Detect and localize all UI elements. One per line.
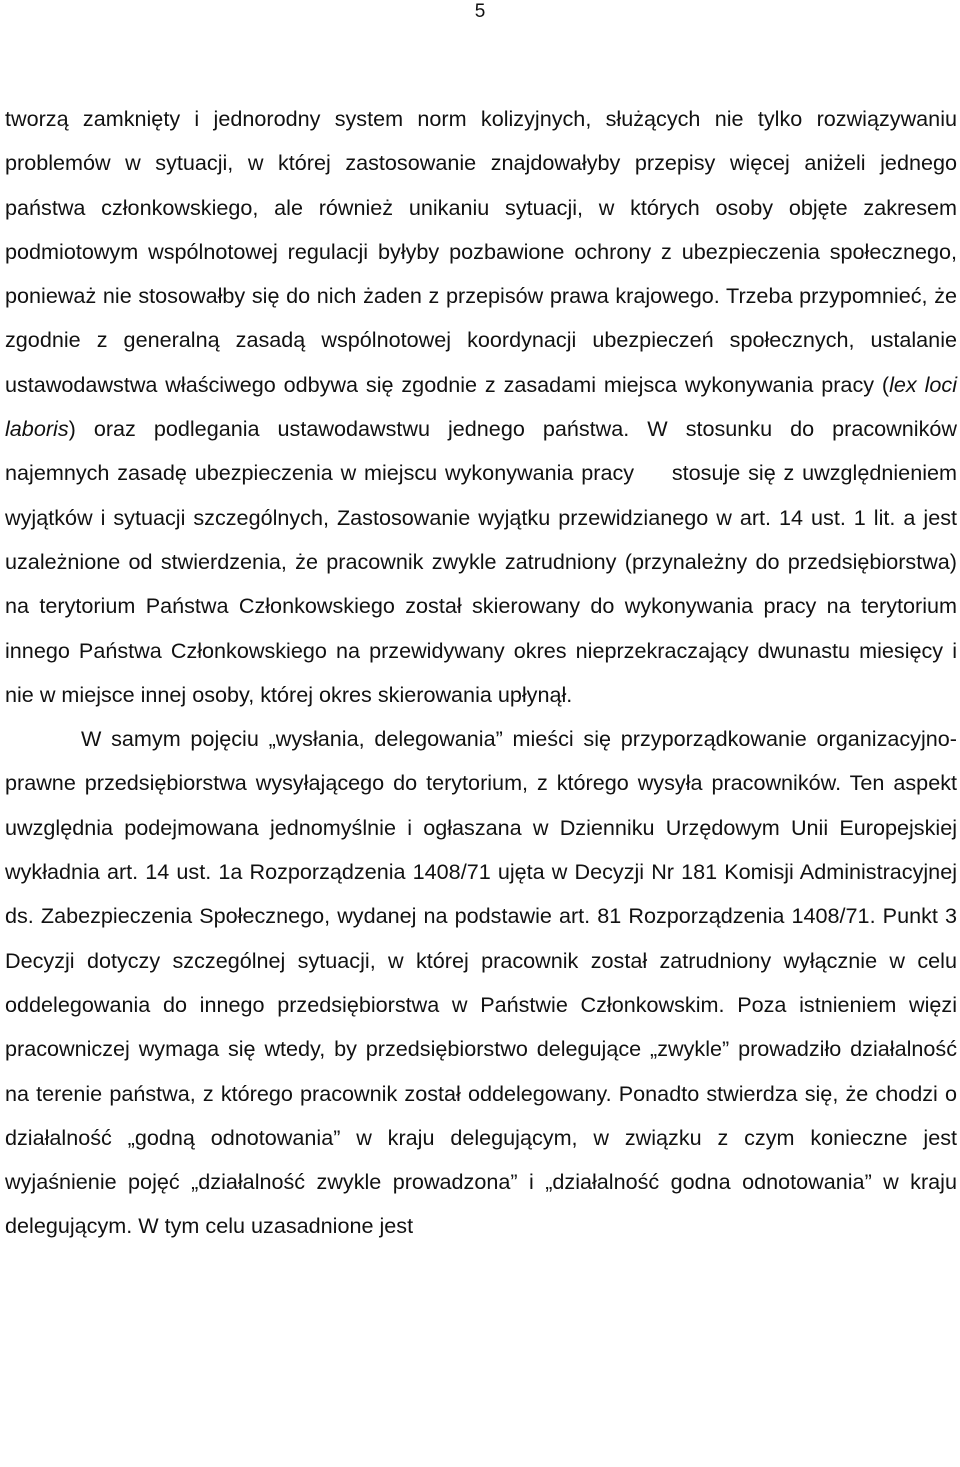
page-number: 5 — [474, 1, 486, 22]
document-body — [5, 97, 957, 1249]
paragraph-1 — [5, 97, 957, 717]
latin-term-lex: lex — [889, 371, 917, 397]
latin-term-loci: loci — [924, 371, 958, 397]
paragraph-1-space-1 — [917, 372, 925, 397]
latin-term-laboris: laboris — [5, 416, 69, 442]
paragraph-1-text-d: ) oraz podlegania ustawodawstwu jednego państwa. W stosunku do pracowników najemnych zasadę ubezpieczenia w miejscu wykonywania pracy — [5, 416, 957, 486]
paragraph-2: W samym pojęciu „wysłania, delegowania” mieści się przyporządkowanie organizacyjno-prawne przedsiębiorstwa wysyłającego do terytorium, z którego wysyła pracowników. Ten aspekt uwzględnia podejmowana jednomyślnie i ogłaszana w Dzienniku Urzędowym Unii Europejskiej wykładnia art. 14 ust. 1a Rozporządzenia 1408/71 ujęta w Decyzji Nr 181 Komisji Administracyjnej ds. Zabezpieczenia Społecznego, wydanej na podstawie art. 81 Rozporządzenia 1408/71. Punkt 3 Decyzji dotyczy szczególnej sytuacji, w której pracownik został zatrudniony wyłącznie w celu oddelegowania do innego przedsiębiorstwa w Państwie Członkowskim. Poza istnieniem więzi pracowniczej wymaga się wtedy, by przedsiębiorstwo delegujące „zwykle” prowadziło działalność na terenie państwa, z którego pracownik został oddelegowany. Ponadto stwierdza się, że chodzi o działalność „godną odnotowania” w kraju delegującym, w związku z czym konieczne jest wyjaśnienie pojęć „działalność zwykle prowadzona” i „działalność godna odnotowania” w kraju delegującym. W tym celu uzasadnione jest — [5, 726, 957, 1239]
paragraph-1-text-e: stosuje się z uwzględnieniem wyjątków i sytuacji szczególnych, Zastosowanie wyjątku przewidzianego w art. 14 ust. 1 lit. a jest uzależnione od stwierdzenia, że pracownik zwykle zatrudniony (przynależny do przedsiębiorstwa) na terytorium Państwa Członkowskiego został skierowany do wykonywania pracy na terytorium innego Państwa Członkowskiego na przewidywany okres nieprzekraczający dwunastu miesięcy i nie w miejsce innej osoby, której okres skierowania upłynął. — [5, 460, 957, 707]
paragraph-1-text-a: tworzą zamknięty i jednorodny system norm kolizyjnych, służących nie tylko rozwiązywaniu problemów w sytuacji, w której zastosowanie znajdowałyby przepisy więcej aniżeli jednego państwa członkowskiego, ale również unikaniu sytuacji, w których osoby objęte zakresem podmiotowym wspólnotowej regulacji byłyby pozbawione ochrony z ubezpieczenia społecznego, ponieważ nie stosowałby się do nich żaden z przepisów prawa krajowego. Trzeba przypomnieć, że zgodnie z generalną zasadą wspólnotowej koordynacji ubezpieczeń społecznych, ustalanie ustawodawstwa właściwego odbywa się zgodnie z zasadami miejsca wykonywania pracy ( — [5, 106, 957, 397]
